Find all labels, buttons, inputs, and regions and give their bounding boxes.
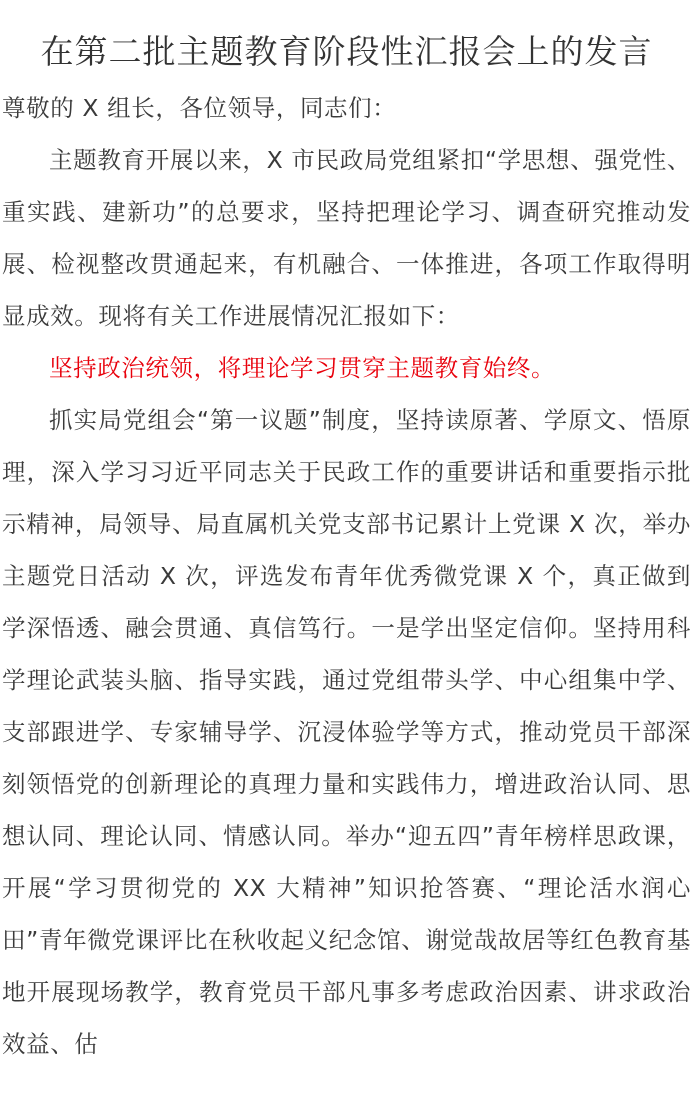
salutation: 尊敬的 X 组长，各位领导，同志们： xyxy=(2,94,397,122)
document-title: 在第二批主题教育阶段性汇报会上的发言 xyxy=(40,32,653,71)
section-heading: 坚持政治统领，将理论学习贯穿主题教育始终。 xyxy=(49,354,556,382)
paragraph-body: 抓实局党组会“第一议题”制度，坚持读原著、学原文、悟原理，深入学习习近平同志关于民政工作的重要讲话和重要指示批示精神，局领导、局直属机关党支部书记累计上党课 X 次，举办主题党日活动 X 次，评选发布青年优秀微党课 X 个，真正做到学深悟透、融会贯通、真信笃行。一是学出坚定信仰。坚持用科学理论武装头脑、指导实践，通过党组带头学、中心组集中学、支部跟进学、专家辅导学、沉浸体验学等方式，推动党员干部深刻领悟党的创新理论的真理力量和实践伟力，增进政治认同、思想认同、理论认同、情感认同。举办“迎五四”青年榜样思政课，开展“学习贯彻党的 XX 大精神”知识抢答赛、“理论活水润心田”青年微党课评比在秋收起义纪念馆、谢觉哉故居等红色教育基地开展现场教学，教育党员干部凡事多考虑政治因素、讲求政治效益、估 xyxy=(2,406,691,1058)
paragraph-intro: 主题教育开展以来，X 市民政局党组紧扣“学思想、强党性、重实践、建新功”的总要求，坚持把理论学习、调查研究推动发展、检视整改贯通起来，有机融合、一体推进，各项工作取得明显成效。现将有关工作进展情况汇报如下： xyxy=(2,146,691,330)
document-body xyxy=(0,82,693,1070)
